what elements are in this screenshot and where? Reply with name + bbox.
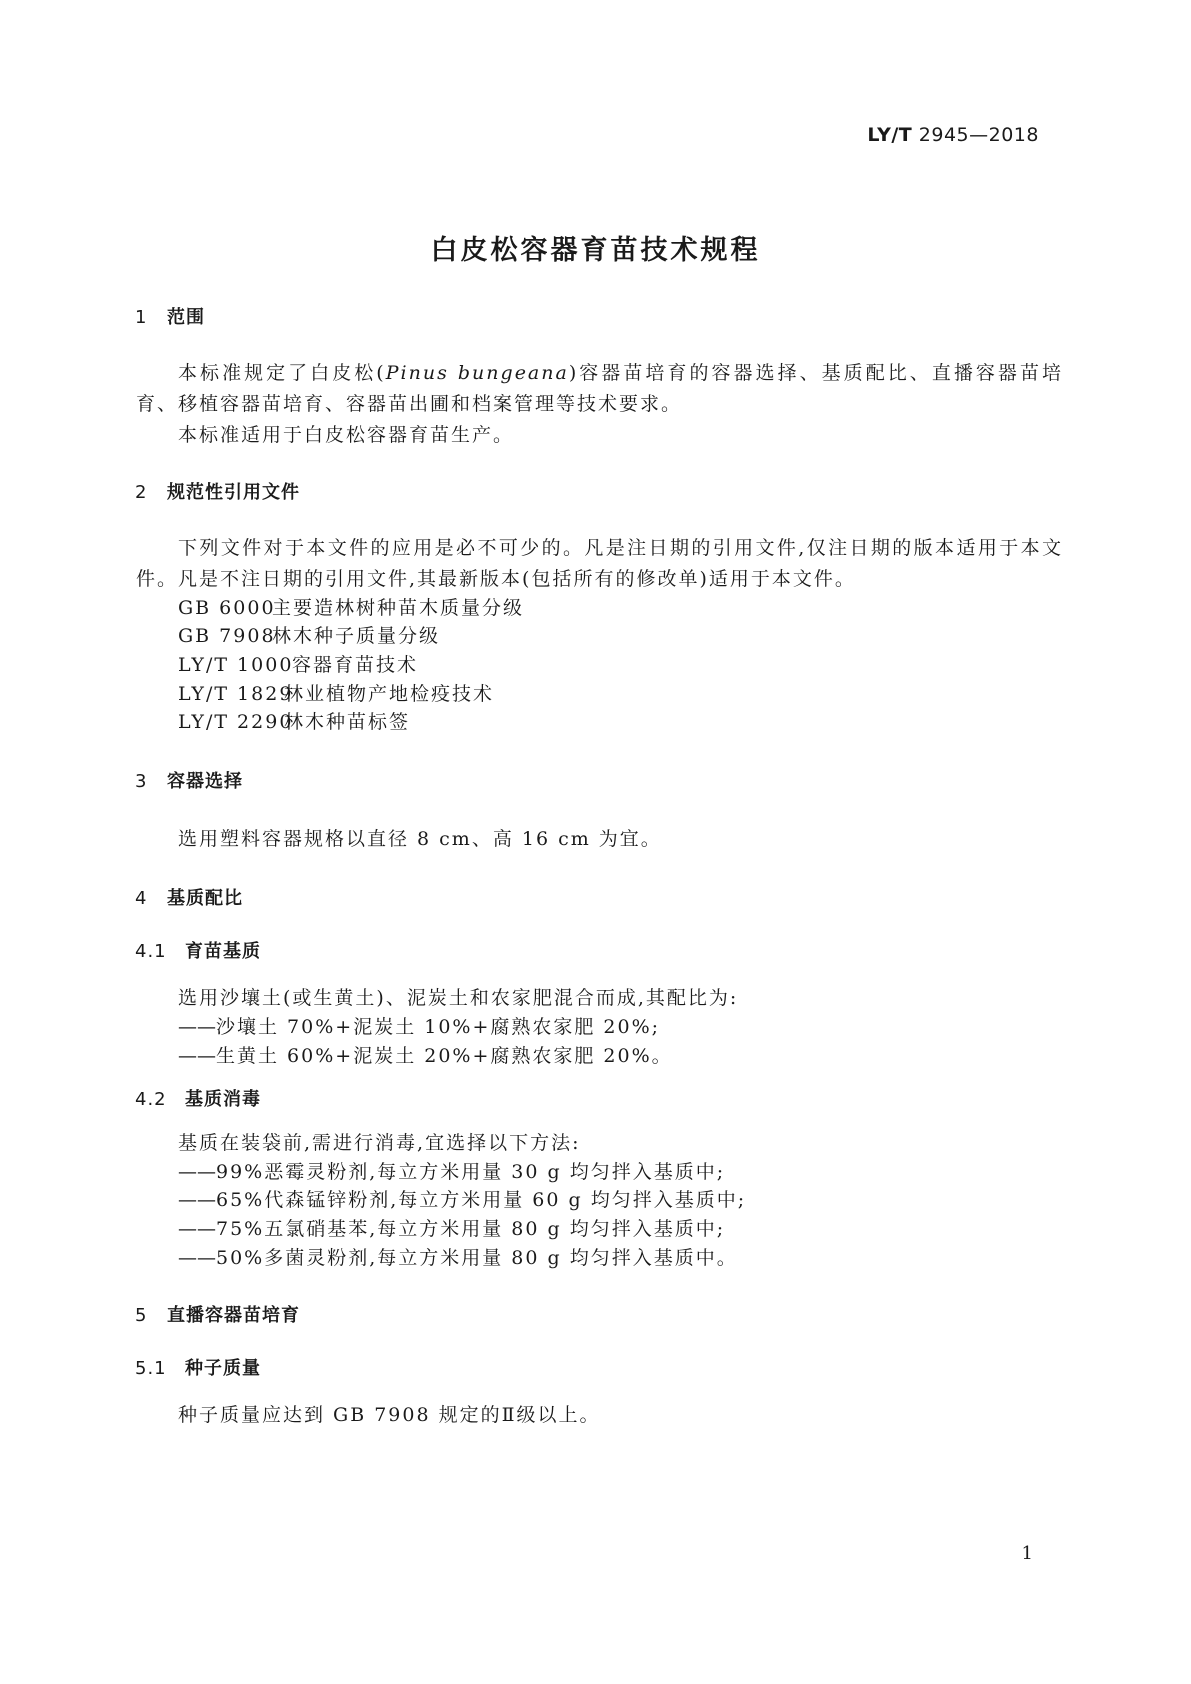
section-4-1-heading [135,937,261,963]
section-4-heading [135,884,243,910]
reference-title: 林业植物产地检疫技术 [284,683,495,705]
standard-code-prefix: LY/T [867,124,913,146]
paragraph-text: )容器苗培育的容器选择、基质配比、直播容器苗培育、移植容器苗培育、容器苗出圃和档案管理等技术要求。 [136,362,1063,415]
reference-title: 林木种子质量分级 [272,625,441,647]
section-title: 直播容器苗培育 [167,1305,300,1326]
section-4-2-heading [135,1085,261,1111]
section-title: 育苗基质 [185,941,261,962]
page-number: 1 [1021,1543,1033,1564]
section-5-heading [135,1301,300,1327]
section-number: 3 [135,771,148,792]
list-dash: —— [178,1189,216,1211]
list-item-text: 沙壤土 70%+泥炭土 10%+腐熟农家肥 20%; [216,1016,661,1038]
list-item [178,1041,673,1068]
reference-code: GB 7908 [178,625,276,647]
section-number: 4.2 [135,1089,167,1110]
reference-code: LY/T 2290 [178,711,294,733]
list-dash: —— [178,1016,216,1038]
section-title: 容器选择 [167,771,243,792]
reference-item [178,593,524,620]
document-title: 白皮松容器育苗技术规程 [430,235,761,266]
section-title: 基质配比 [167,888,243,909]
reference-code: GB 6000 [178,597,276,619]
list-dash: —— [178,1247,216,1269]
section-5-1-paragraph: 种子质量应达到 GB 7908 规定的Ⅱ级以上。 [178,1404,601,1426]
section-number: 4.1 [135,941,167,962]
section-2-paragraph-1: 下列文件对于本文件的应用是必不可少的。凡是注日期的引用文件,仅注日期的版本适用于本文件。凡是不注日期的引用文件,其最新版本(包括所有的修改单)适用于本文件。 [136,537,1063,590]
section-number: 5.1 [135,1358,167,1379]
reference-code: LY/T 1829 [178,683,294,705]
section-1-heading [135,303,205,329]
list-item-text: 99%恶霉灵粉剂,每立方米用量 30 g 均匀拌入基质中; [216,1161,726,1183]
section-2-heading [135,478,300,504]
list-dash: —— [178,1218,216,1240]
reference-title: 林木种苗标签 [284,711,411,733]
section-title: 种子质量 [185,1358,261,1379]
reference-title: 容器育苗技术 [292,654,419,676]
section-title: 范围 [167,307,205,328]
section-1-paragraph-2: 本标准适用于白皮松容器育苗生产。 [178,424,515,446]
list-item [178,1185,746,1212]
reference-code: LY/T 1000 [178,654,294,676]
list-item [178,1214,725,1241]
list-item-text: 生黄土 60%+泥炭土 20%+腐熟农家肥 20%。 [216,1045,673,1067]
latin-name: Pinus bungeana [385,362,569,384]
standard-code-number: 2945—2018 [918,124,1039,146]
reference-item [178,650,418,677]
section-3-paragraph: 选用塑料容器规格以直径 8 cm、高 16 cm 为宜。 [178,828,662,850]
list-item-text: 50%多菌灵粉剂,每立方米用量 80 g 均匀拌入基质中。 [216,1247,738,1269]
list-item-text: 75%五氯硝基苯,每立方米用量 80 g 均匀拌入基质中; [216,1218,726,1240]
reference-item [178,707,410,734]
list-dash: —— [178,1045,216,1067]
reference-item [178,621,440,648]
section-number: 4 [135,888,148,909]
section-4-2-intro: 基质在装袋前,需进行消毒,宜选择以下方法: [178,1132,581,1154]
list-item-text: 65%代森锰锌粉剂,每立方米用量 60 g 均匀拌入基质中; [216,1189,747,1211]
section-title: 规范性引用文件 [167,482,300,503]
section-number: 2 [135,482,148,503]
section-1-paragraph-1 [136,358,1063,420]
list-dash: —— [178,1161,216,1183]
paragraph-text: 本标准规定了白皮松( [178,362,386,384]
section-number: 1 [135,307,148,328]
section-5-1-heading [135,1354,261,1380]
section-number: 5 [135,1305,148,1326]
reference-item [178,679,494,706]
section-title: 基质消毒 [185,1089,261,1110]
section-3-heading [135,767,243,793]
standard-code [867,124,1039,146]
list-item [178,1157,725,1184]
list-item [178,1243,738,1270]
section-4-1-intro: 选用沙壤土(或生黄土)、泥炭土和农家肥混合而成,其配比为: [178,987,739,1009]
list-item [178,1012,660,1039]
reference-title: 主要造林树种苗木质量分级 [272,597,525,619]
